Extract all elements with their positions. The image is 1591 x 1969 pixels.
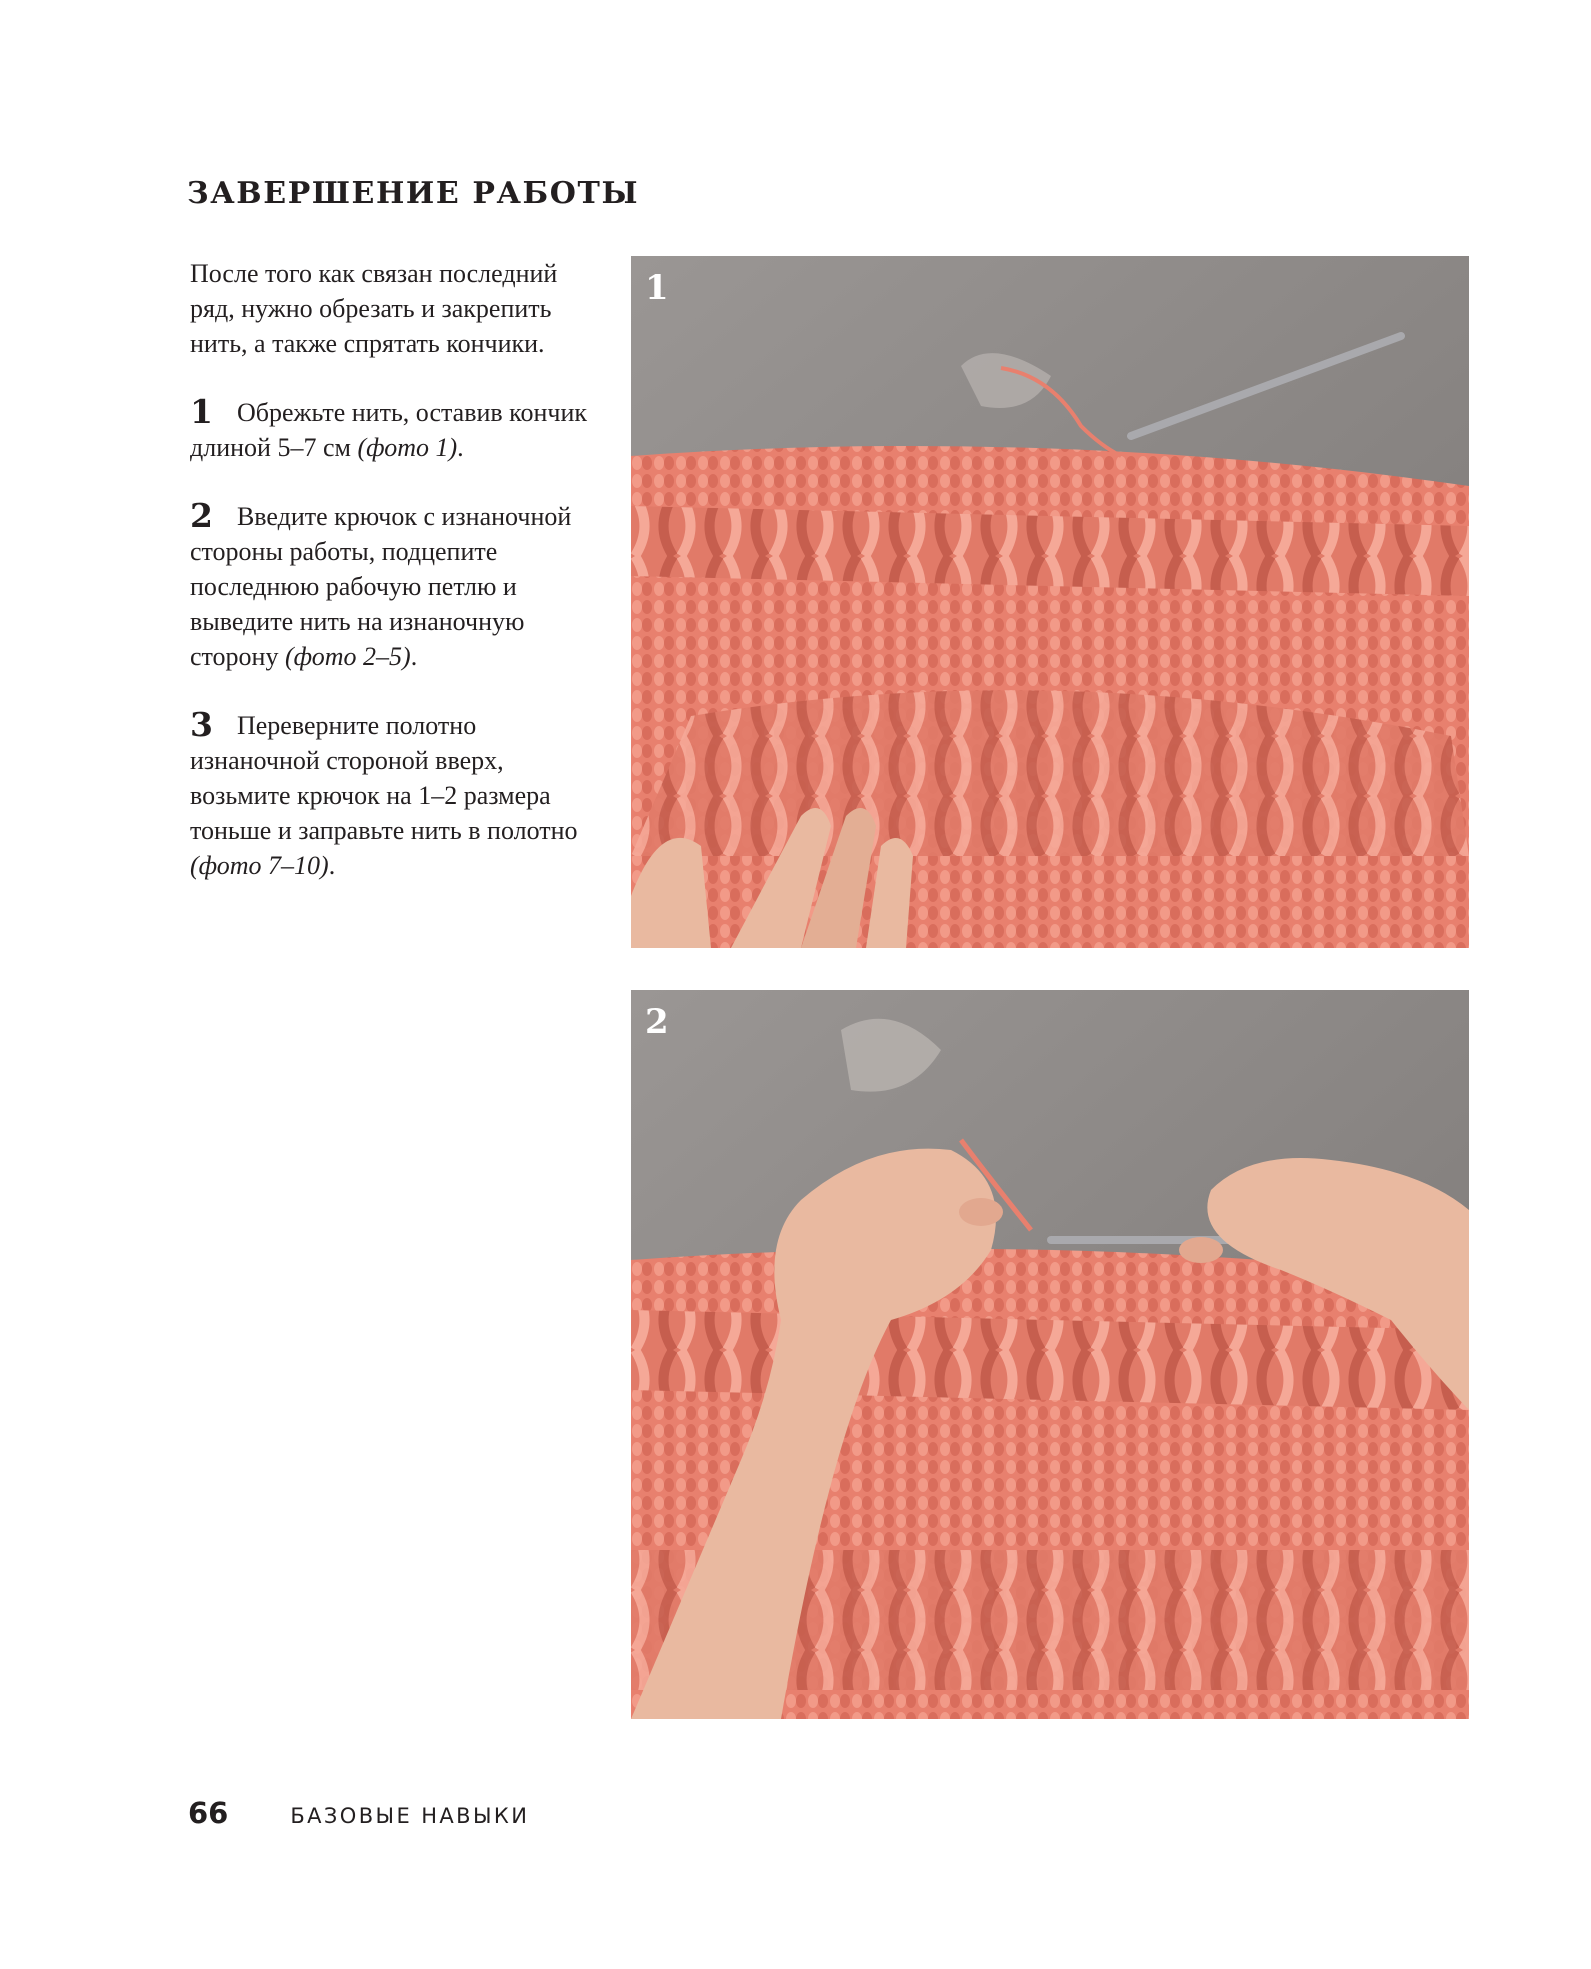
page-number: 66 (188, 1796, 229, 1830)
page-footer (188, 1796, 529, 1830)
step-text: Обрежьте нить, оставив кончик длиной 5–7 см (190, 398, 588, 462)
step-text: Переверните полотно изнаночной стороной вверх, возьмите крючок на 1–2 размера тоньше и заправьте нить в полотно (190, 711, 578, 845)
step-tail: . (328, 851, 336, 880)
step-number: 1 (190, 392, 213, 431)
instructions-column (190, 256, 598, 916)
photo-reference: (фото 7–10) (190, 851, 329, 880)
section-name: БАЗОВЫЕ НАВЫКИ (290, 1804, 530, 1828)
step-3 (190, 707, 598, 883)
crochet-photo-insert-hook (631, 990, 1469, 1719)
step-number: 3 (190, 705, 213, 744)
step-tail: . (457, 433, 464, 462)
step-2 (190, 498, 598, 674)
step-tail: . (410, 642, 418, 671)
photo-2 (631, 990, 1469, 1719)
photo-number: 2 (645, 1002, 669, 1042)
photo-reference: (фото 1) (357, 433, 458, 462)
step-text: Введите крючок с изнаночной стороны работы, подцепите последнюю рабочую петлю и выведите нить на изнаночную сторону (190, 502, 572, 671)
page-title: ЗАВЕРШЕНИЕ РАБОТЫ (187, 176, 640, 211)
step-number: 2 (190, 496, 213, 535)
intro-paragraph: После того как связан последний ряд, нужно обрезать и закрепить нить, а также спрятать кончики. (190, 259, 558, 358)
photo-number: 1 (645, 268, 669, 308)
crochet-photo-cut-yarn (631, 256, 1469, 948)
step-1 (190, 394, 598, 465)
photo-reference: (фото 2–5) (284, 642, 411, 671)
photo-1 (631, 256, 1469, 948)
